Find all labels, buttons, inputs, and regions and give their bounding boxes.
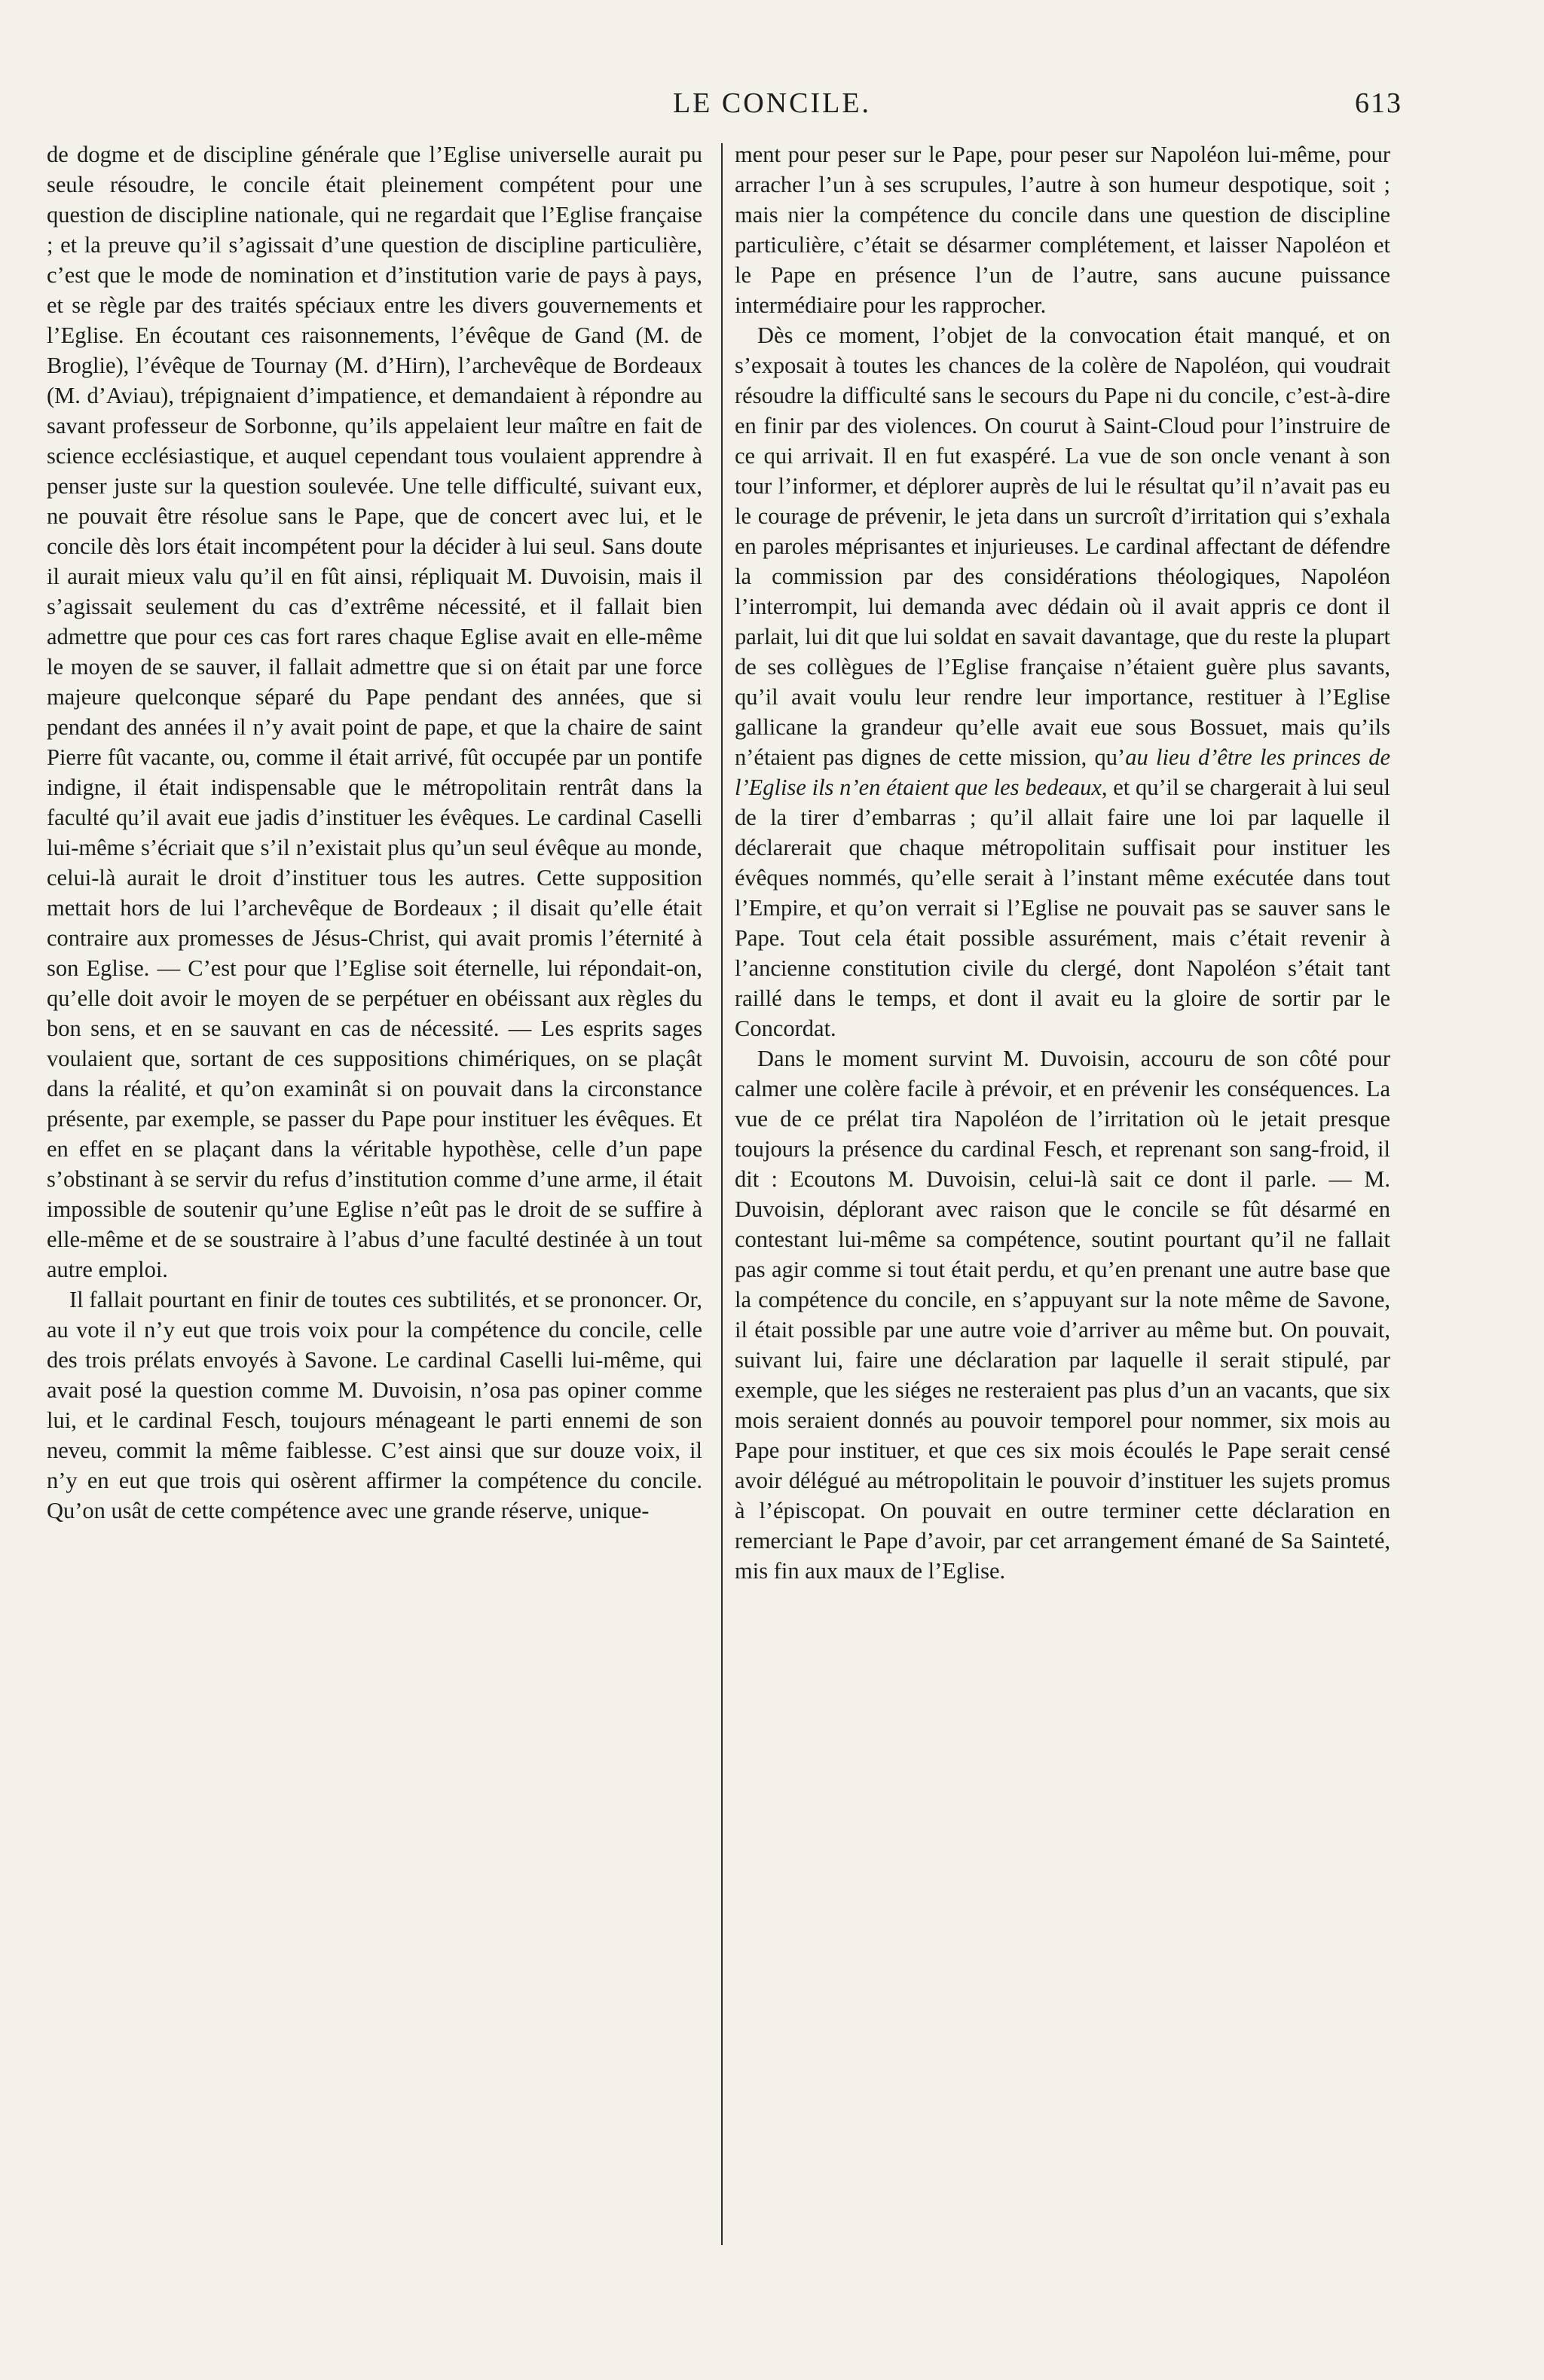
right-paragraph-1: ment pour peser sur le Pape, pour peser sur Napoléon lui-même, pour arracher l’un à ses scrupules, l’autre à son humeur despotique, soit ; mais nier la compétence du concile dans une question de discipline particulière, c’était se désarmer complétement, et laisser Napoléon et le Pape en présence l’un de l’autre, sans aucune puissance intermédiaire pour les rapprocher.	[735, 142, 1390, 318]
left-paragraph-2: Il fallait pourtant en finir de toutes ces subtilités, et se prononcer. Or, au vote il n’y eut que trois voix pour la compétence du concile, celle des trois prélats envoyés à Savone. Le cardinal Caselli lui-même, qui avait posé la question comme M. Duvoisin, n’osa pas opiner comme lui, et le cardinal Fesch, toujours ménageant le parti ennemi de son neveu, commit la même faiblesse. C’est ainsi que sur douze voix, il n’y en eut que trois qui osèrent affirmer la compétence du concile. Qu’on usât de cette compétence avec une grande réserve, unique-	[47, 1287, 702, 1523]
column-divider	[721, 143, 723, 2245]
right-paragraph-2-end: , et qu’il se chargerait à lui seul de la tirer d’embarras ; qu’il allait faire une loi par laquelle il déclarerait que chaque métropolitain suffisait pour instituer les évêques nommés, qu’elle serait à l’instant même exécutée dans tout l’Empire, et qu’on verrait si l’Eglise ne pouvait pas se sauver sans le Pape. Tout cela était possible assurément, mais c’était revenir à l’ancienne constitution civile du clergé, dont Napoléon s’était tant raillé dans le temps, et dont il avait eu la gloire de sortir par le Concordat.	[735, 774, 1390, 1041]
running-head	[0, 87, 1544, 124]
left-paragraph-1: de dogme et de discipline générale que l’Eglise universelle aurait pu seule résoudre, le concile était pleinement compétent pour une question de discipline nationale, qui ne regardait que l’Eglise française ; et la preuve qu’il s’agissait d’une question de discipline particulière, c’est que le mode de nomination et d’institution varie de pays à pays, et se règle par des traités spéciaux entre les divers gouvernements et l’Eglise. En écoutant ces raisonnements, l’évêque de Gand (M. de Broglie), l’évêque de Tournay (M. d’Hirn), l’archevêque de Bordeaux (M. d’Aviau), trépignaient d’impatience, et demandaient à répondre au savant professeur de Sorbonne, qu’ils appelaient leur maître en fait de science ecclésiastique, et auquel cependant tous voulaient apprendre à penser juste sur la question soulevée. Une telle difficulté, suivant eux, ne pouvait être résolue sans le Pape, que de concert avec lui, et le concile dès lors était incompétent pour la décider à lui seul. Sans doute il aurait mieux valu qu’il en fût ainsi, répliquait M. Duvoisin, mais il s’agissait seulement du cas d’extrême nécessité, et il fallait bien admettre que pour ces cas fort rares chaque Eglise avait en elle-même le moyen de se sauver, il fallait admettre que si on était par une force majeure quelconque séparé du Pape pendant des années, que si pendant des années il n’y avait point de pape, et que la chaire de saint Pierre fût vacante, ou, comme il était arrivé, fût occupée par un pontife indigne, il était indispensable que le métropolitain rentrât dans la faculté qu’il avait eue jadis d’instituer les évêques. Le cardinal Caselli lui-même s’écriait que s’il n’existait plus qu’un seul évêque au monde, celui-là aurait le droit d’instituer tous les autres. Cette supposition mettait hors de lui l’archevêque de Bordeaux ; il disait qu’elle était contraire aux promesses de Jésus-Christ, qui avait promis l’éternité à son Eglise. — C’est pour que l’Eglise soit éternelle, lui répondait-on, qu’elle doit avoir le moyen de se perpétuer en obéissant aux règles du bon sens, et en se sauvant en cas de nécessité. — Les esprits sages voulaient que, sortant de ces suppositions chimériques, on se plaçât dans la réalité, et qu’on examinât si on pouvait dans la circonstance présente, par exemple, se passer du Pape pour instituer les évêques. Et en effet en se plaçant dans la véritable hypothèse, celle d’un pape s’obstinant à se servir du refus d’institution comme d’une arme, il était impossible de soutenir qu’une Eglise n’eût pas le droit de se suffire à elle-même et de se soustraire à l’abus d’une faculté destinée à un tout autre emploi.	[47, 142, 702, 1282]
right-column	[735, 139, 1390, 1586]
page-number: 613	[1355, 87, 1402, 119]
left-column	[47, 139, 702, 1526]
right-paragraph-2	[735, 320, 1390, 1043]
right-paragraph-2-start: Dès ce moment, l’objet de la convocation était manqué, et on s’exposait à toutes les chances de la colère de Napoléon, qui voudrait résoudre la difficulté sans le secours du Pape ni du concile, c’est-à-dire en finir par des violences. On courut à Saint-Cloud pour l’instruire de ce qui arrivait. Il en fut exaspéré. La vue de son oncle venant à son tour l’informer, et déplorer auprès de lui le résultat qu’il n’avait pas eu le courage de prévenir, le jeta dans un surcroît d’irritation qui s’exhala en paroles méprisantes et injurieuses. Le cardinal affectant de défendre la commission par des considérations théologiques, Napoléon l’interrompit, lui demanda avec dédain où il avait appris ce dont il parlait, lui dit que lui soldat en savait davantage, que du reste la plupart de ses collègues de l’Eglise française n’étaient guère plus savants, qu’il avait voulu leur rendre leur importance, restituer à l’Eglise gallicane la grandeur qu’elle avait eue sous Bossuet, mais qu’ils n’étaient pas dignes de cette mission, qu’	[735, 322, 1390, 770]
napoleon-quote: au lieu d’être les princes de l’Eglise ils n’en étaient que les bedeaux	[735, 744, 1390, 800]
right-paragraph-3: Dans le moment survint M. Duvoisin, accouru de son côté pour calmer une colère facile à prévoir, et en prévenir les conséquences. La vue de ce prélat tira Napoléon de l’irritation où le jetait presque toujours la présence du cardinal Fesch, et reprenant son sang-froid, il dit : Ecoutons M. Duvoisin, celui-là sait ce dont il parle. — M. Duvoisin, déplorant avec raison que le concile se fût désarmé en contestant lui-même sa compétence, soutint pourtant qu’il ne fallait pas agir comme si tout était perdu, et qu’en prenant une autre base que la compétence du concile, en s’appuyant sur la note même de Savone, il était possible par une autre voie d’arriver au même but. On pouvait, suivant lui, faire une déclaration par laquelle il serait stipulé, par exemple, que les siéges ne resteraient pas plus d’un an vacants, que six mois seraient donnés au pouvoir temporel pour nommer, six mois au Pape pour instituer, et que ces six mois écoulés le Pape serait censé avoir délégué au métropolitain le pouvoir d’instituer les sujets promus à l’épiscopat. On pouvait en outre terminer cette déclaration en remerciant le Pape d’avoir, par cet arrangement émané de Sa Sainteté, mis fin aux maux de l’Eglise.	[735, 1046, 1390, 1584]
running-title: LE CONCILE.	[672, 87, 872, 119]
